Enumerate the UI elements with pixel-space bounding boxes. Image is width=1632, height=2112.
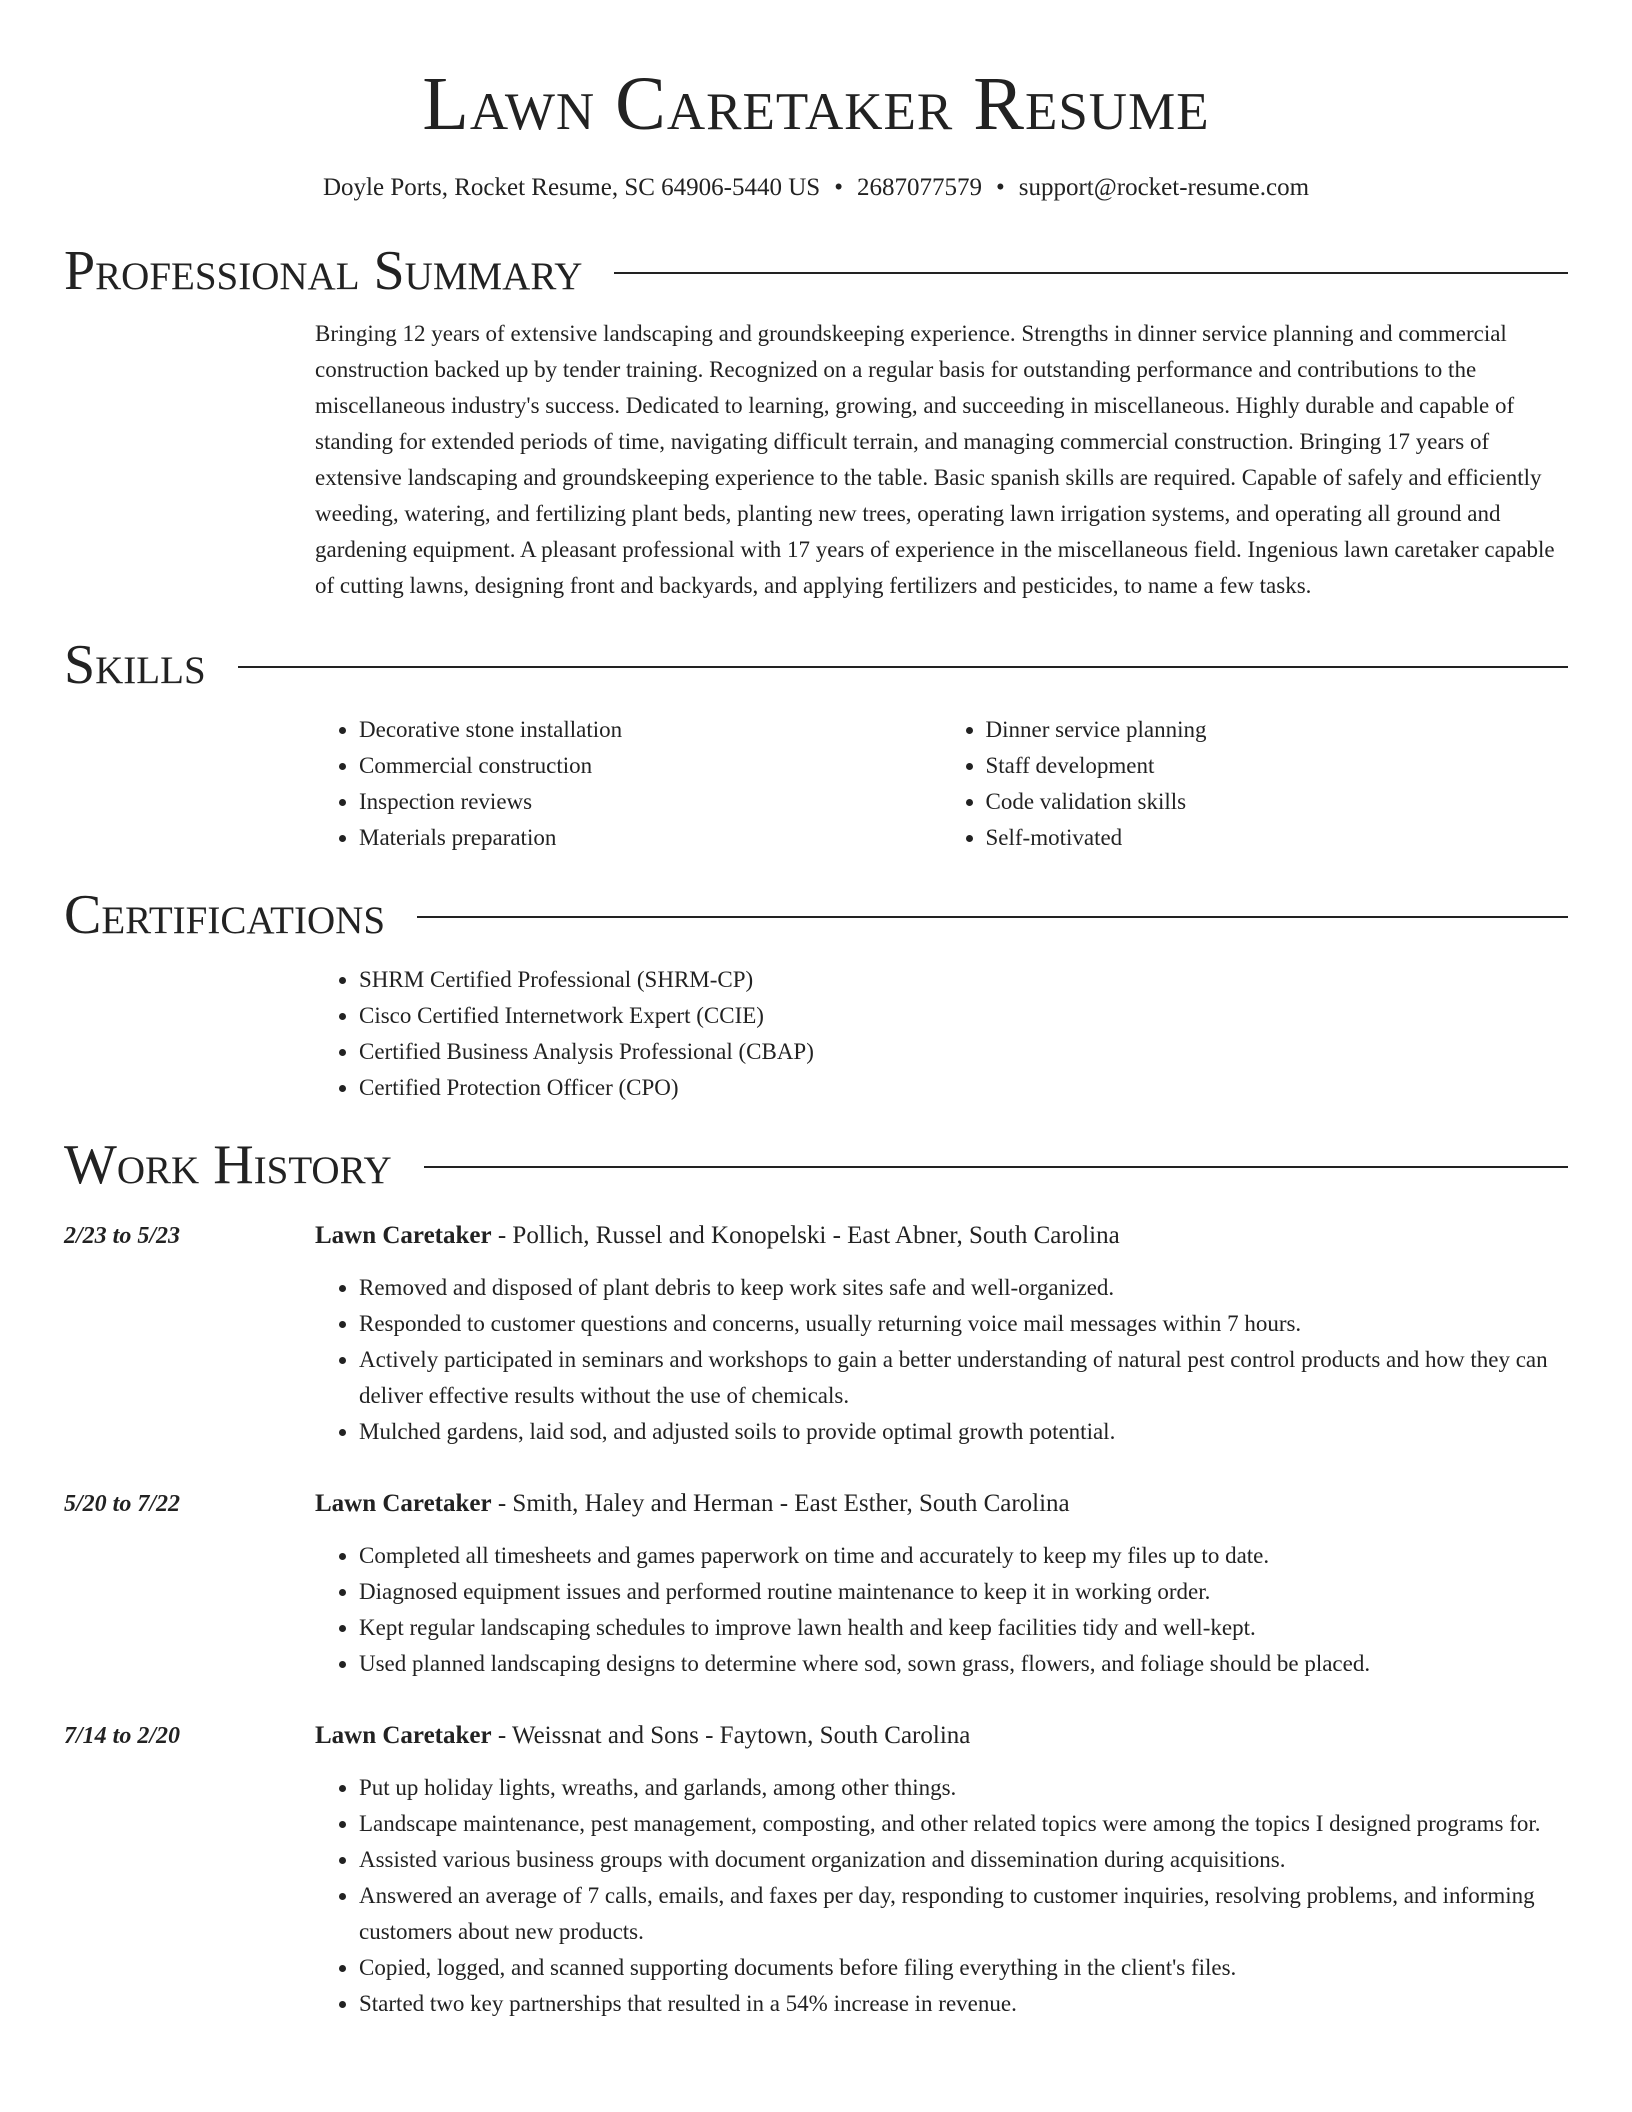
contact-address: Doyle Ports, Rocket Resume, SC 64906-5440 US [322, 174, 821, 201]
job-details [315, 1218, 1568, 1450]
skills-grid [315, 712, 1568, 856]
skill-item: • Staff development [986, 748, 1569, 784]
certification-item: • SHRM Certified Professional (SHRM-CP) [359, 962, 1568, 998]
contact-line [64, 172, 1568, 204]
job-details [315, 1718, 1568, 2022]
job-employer: - Smith, Haley and Herman - East Esther, South Carolina [491, 1490, 1070, 1517]
job-bullet: • Copied, logged, and scanned supporting documents before filing everything in the client's files. [359, 1950, 1568, 1986]
job-bullet: • Diagnosed equipment issues and performed routine maintenance to keep it in working order. [359, 1574, 1568, 1610]
summary-text: Bringing 12 years of extensive landscaping and groundskeeping experience. Strengths in dinner service planning and commercial construction backed up by tender training. Recognized on a regular basis for outstanding performance and contributions to the miscellaneous industry's success. Dedicated to learning, growing, and succeeding in miscellaneous. Highly durable and capable of standing for extended periods of time, navigating difficult terrain, and managing commercial construction. Bringing 17 years of extensive landscaping and groundskeeping experience to the table. Basic spanish skills are required. Capable of safely and efficiently weeding, watering, and fertilizing plant beds, planting new trees, operating lawn irrigation systems, and operating all ground and gardening equipment. A pleasant professional with 17 years of experience in the miscellaneous field. Ingenious lawn caretaker capable of cutting lawns, designing front and backyards, and applying fertilizers and pesticides, to name a few tasks. [315, 321, 1555, 598]
skills-section [315, 712, 1568, 856]
job-bullet: • Used planned landscaping designs to determine where sod, sown grass, flowers, and foliage should be placed. [359, 1646, 1568, 1682]
certifications-heading: Certifications [64, 884, 386, 946]
skills-section-heading [64, 632, 1568, 698]
job-bullet: • Assisted various business groups with document organization and dissemination during acquisitions. [359, 1842, 1568, 1878]
job-bullets [315, 1538, 1568, 1682]
certifications-list [315, 962, 1568, 1106]
job-bullet: • Put up holiday lights, wreaths, and garlands, among other things. [359, 1770, 1568, 1806]
skill-item: • Dinner service planning [986, 712, 1569, 748]
job-dates: 5/20 to 7/22 [64, 1491, 181, 1517]
skills-list-right [942, 712, 1569, 856]
section-divider [238, 666, 1568, 668]
job-entry [64, 1718, 1568, 2022]
work-history-heading: Work History [64, 1134, 392, 1196]
work-history-section [64, 1218, 1568, 2022]
job-bullets [315, 1270, 1568, 1450]
section-divider [424, 1166, 1568, 1168]
job-details [315, 1486, 1568, 1682]
job-dates: 7/14 to 2/20 [64, 1723, 181, 1749]
certification-item: • Certified Business Analysis Professional (CBAP) [359, 1034, 1568, 1070]
skills-heading: Skills [64, 634, 206, 696]
summary-heading: Professional Summary [64, 240, 583, 302]
skill-item: • Commercial construction [359, 748, 942, 784]
certifications-section [315, 962, 1568, 1106]
job-employer: - Weissnat and Sons - Faytown, South Carolina [491, 1722, 971, 1749]
job-bullet: • Started two key partnerships that resulted in a 54% increase in revenue. [359, 1986, 1568, 2022]
contact-separator: • [834, 174, 843, 201]
contact-separator: • [995, 174, 1005, 201]
job-bullet: • Removed and disposed of plant debris to keep work sites safe and well-organized. [359, 1270, 1568, 1306]
job-bullets [315, 1770, 1568, 2022]
job-bullet: • Mulched gardens, laid sod, and adjusted soils to provide optimal growth potential. [359, 1414, 1568, 1450]
job-bullet: • Responded to customer questions and concerns, usually returning voice mail messages within 7 hours. [359, 1306, 1568, 1342]
certification-item: • Cisco Certified Internetwork Expert (CCIE) [359, 998, 1568, 1034]
job-dates: 2/23 to 5/23 [64, 1223, 181, 1249]
job-role: Lawn Caretaker [315, 1222, 492, 1249]
job-bullet: • Completed all timesheets and games paperwork on time and accurately to keep my files up to date. [359, 1538, 1568, 1574]
job-bullet: • Answered an average of 7 calls, emails, and faxes per day, responding to customer inquiries, resolving problems, and informing customers about new products. [359, 1878, 1568, 1950]
job-role: Lawn Caretaker [315, 1722, 492, 1749]
job-bullet: • Kept regular landscaping schedules to improve lawn health and keep facilities tidy and well-kept. [359, 1610, 1568, 1646]
certification-item: • Certified Protection Officer (CPO) [359, 1070, 1568, 1106]
job-title-line [315, 1486, 1568, 1522]
job-entry [64, 1218, 1568, 1450]
skill-item: • Decorative stone installation [359, 712, 942, 748]
section-divider [417, 916, 1568, 918]
job-entry [64, 1486, 1568, 1682]
skill-item: • Inspection reviews [359, 784, 942, 820]
job-bullet: • Actively participated in seminars and workshops to gain a better understanding of natural pest control products and how they can deliver effective results without the use of chemicals. [359, 1342, 1568, 1414]
job-title-line [315, 1718, 1568, 1754]
skill-item: • Self-motivated [986, 820, 1569, 856]
resume-title: Lawn Caretaker Resume [422, 62, 1210, 146]
job-title-line [315, 1218, 1568, 1254]
section-divider [614, 272, 1568, 274]
skill-item: • Materials preparation [359, 820, 942, 856]
job-bullet: • Landscape maintenance, pest management, composting, and other related topics were among the topics I designed programs for. [359, 1806, 1568, 1842]
summary-section [315, 316, 1568, 604]
skills-list-left [315, 712, 942, 856]
skill-item: • Code validation skills [986, 784, 1569, 820]
job-employer: - Pollich, Russel and Konopelski - East Abner, South Carolina [491, 1222, 1120, 1249]
certifications-section-heading [64, 882, 1568, 948]
summary-section-heading [64, 238, 1568, 304]
job-role: Lawn Caretaker [315, 1490, 492, 1517]
work-history-section-heading [64, 1132, 1568, 1198]
contact-phone: 2687077579 [856, 174, 982, 201]
contact-email[interactable]: support@rocket-resume.com [1018, 174, 1310, 201]
